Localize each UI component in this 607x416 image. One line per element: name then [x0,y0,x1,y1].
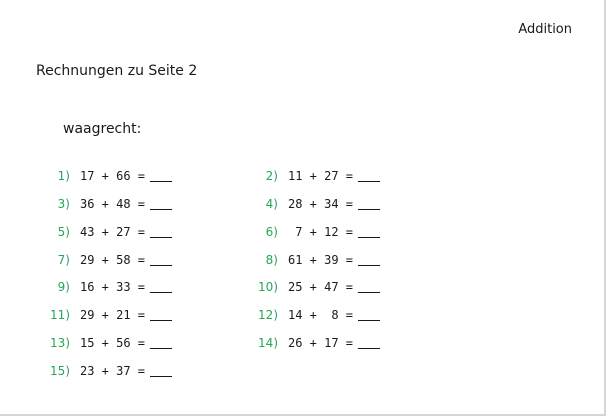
exercise-number: 4) [265,197,278,211]
exercise-5 [42,223,172,241]
exercise-expression: 17 + 66 = [80,169,146,183]
exercise-9 [42,278,172,296]
exercise-expression: 23 + 37 = [80,364,146,378]
exercise-2 [250,167,380,185]
answer-blank[interactable] [150,171,172,182]
exercise-expression: 29 + 58 = [80,253,146,267]
exercise-number: 14) [258,336,278,350]
exercise-8 [250,251,380,269]
answer-blank[interactable] [150,366,172,377]
exercise-13 [42,334,172,352]
section-heading: waagrecht: [63,121,142,137]
exercise-6 [250,223,380,241]
exercise-number: 8) [265,253,278,267]
exercise-12 [250,306,380,324]
exercise-number: 3) [57,197,70,211]
exercise-10 [250,278,380,296]
exercise-expression: 43 + 27 = [80,225,146,239]
exercise-number: 15) [50,364,70,378]
exercise-number: 6) [265,225,278,239]
exercise-number: 11) [50,308,70,322]
answer-blank[interactable] [358,282,380,293]
exercise-4 [250,195,380,213]
answer-blank[interactable] [358,255,380,266]
exercise-1 [42,167,172,185]
exercise-3 [42,195,172,213]
exercise-number: 10) [258,280,278,294]
exercise-14 [250,334,380,352]
answer-blank[interactable] [358,199,380,210]
exercise-number: 7) [57,253,70,267]
answer-blank[interactable] [150,282,172,293]
exercise-number: 5) [57,225,70,239]
answer-blank[interactable] [150,338,172,349]
answer-blank[interactable] [358,227,380,238]
exercise-expression: 16 + 33 = [80,280,146,294]
exercise-number: 2) [265,169,278,183]
exercise-expression: 14 + 8 = [288,308,354,322]
exercise-expression: 28 + 34 = [288,197,354,211]
exercise-15 [42,362,172,380]
exercise-expression: 11 + 27 = [288,169,354,183]
exercise-expression: 29 + 21 = [80,308,146,322]
answer-blank[interactable] [150,255,172,266]
exercise-7 [42,251,172,269]
exercise-number: 9) [57,280,70,294]
topic-label: Addition [518,22,572,37]
exercise-number: 12) [258,308,278,322]
page-title: Rechnungen zu Seite 2 [36,63,198,79]
answer-blank[interactable] [358,171,380,182]
answer-blank[interactable] [150,310,172,321]
exercise-expression: 15 + 56 = [80,336,146,350]
exercise-expression: 26 + 17 = [288,336,354,350]
answer-blank[interactable] [358,338,380,349]
exercise-expression: 61 + 39 = [288,253,354,267]
exercise-expression: 7 + 12 = [288,225,354,239]
exercise-11 [42,306,172,324]
answer-blank[interactable] [358,310,380,321]
answer-blank[interactable] [150,199,172,210]
exercise-expression: 25 + 47 = [288,280,354,294]
exercise-number: 1) [57,169,70,183]
exercise-number: 13) [50,336,70,350]
answer-blank[interactable] [150,227,172,238]
exercise-expression: 36 + 48 = [80,197,146,211]
